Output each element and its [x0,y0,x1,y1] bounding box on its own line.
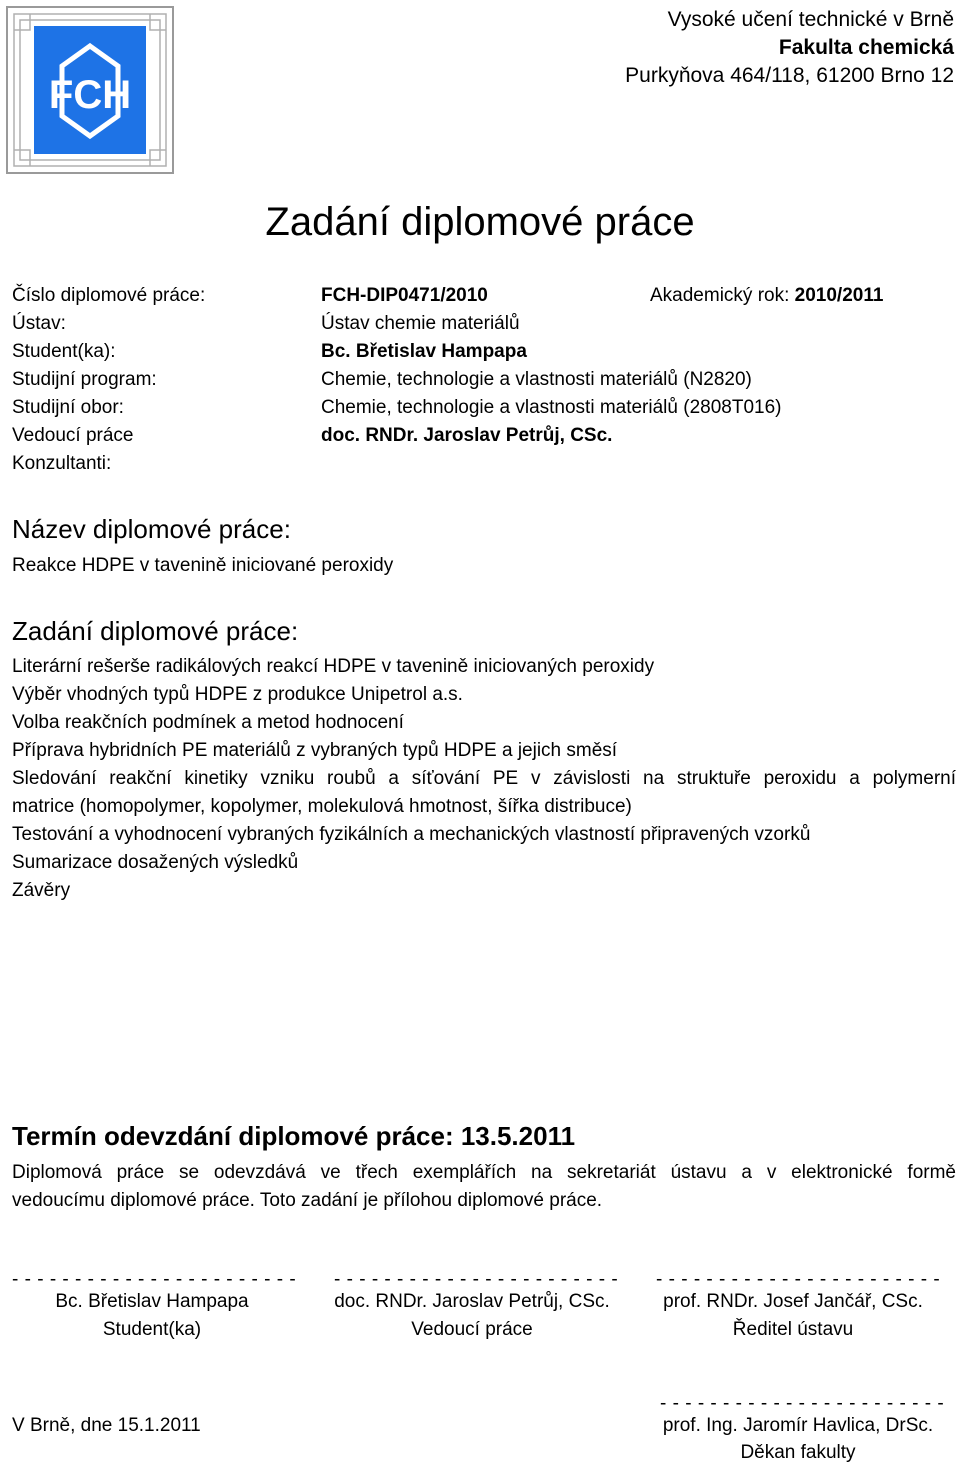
student-signature-name: Bc. Břetislav Hampapa [55,1291,249,1312]
dean-signature-role: Děkan fakulty [740,1442,856,1463]
assignment-line: Sumarizace dosažených výsledků [12,852,299,873]
study-field-value: Chemie, technologie a vlastnosti materiálů (2808T016) [321,397,782,418]
assignment-heading: Zadání diplomové práce: [12,616,299,646]
supervisor-label: Vedoucí práce [12,425,134,446]
thesis-number-label: Číslo diplomové práce: [12,285,206,306]
dean-signature-name: prof. Ing. Jaromír Havlica, DrSc. [662,1415,934,1436]
director-signature-name: prof. RNDr. Josef Jančář, CSc. [663,1291,923,1312]
logo-letters: FCH [48,73,132,117]
faculty-address: Purkyňova 464/118, 61200 Brno 12 [625,64,954,87]
assignment-line: Testování a vyhodnocení vybraných fyzikálních a mechanických vlastností připravených vzorků [12,824,811,845]
assignment-line: Příprava hybridních PE materiálů z vybraných typů HDPE a jejich směsí [12,740,618,761]
consultants-label: Konzultanti: [12,453,112,474]
academic-year-label: Akademický rok: [650,285,790,306]
thesis-name-text: Reakce HDPE v tavenině iniciované peroxidy [12,555,394,576]
assignment-line: Výběr vhodných typů HDPE z produkce Unipetrol a.s. [12,684,463,705]
director-signature-role: Ředitel ústavu [732,1319,854,1340]
study-program-value: Chemie, technologie a vlastnosti materiálů (N2820) [321,369,752,390]
place-and-date: V Brně, dne 15.1.2011 [12,1415,201,1436]
institute-label: Ústav: [12,313,66,334]
faculty-name: Fakulta chemická [778,36,954,59]
signature-line-director: - - - - - - - - - - - - - - - - - - - - - - - [656,1269,941,1290]
supervisor-value: doc. RNDr. Jaroslav Petrůj, CSc. [321,425,613,446]
fch-logo-icon [6,6,174,174]
deadline-heading: Termín odevzdání diplomové práce: 13.5.2011 [12,1121,576,1151]
student-value: Bc. Břetislav Hampapa [321,341,527,362]
signature-line-dean: - - - - - - - - - - - - - - - - - - - - - - - [660,1393,945,1414]
document-title: Zadání diplomové práce [265,200,695,244]
assignment-line: Literární rešerše radikálových reakcí HDPE v tavenině iniciovaných peroxidy [12,656,655,677]
thesis-name-heading: Název diplomové práce: [12,514,291,544]
deadline-text-line2: vedoucímu diplomové práce. Toto zadání je přílohou diplomové práce. [12,1190,603,1211]
student-signature-role: Student(ka) [102,1319,202,1340]
assignment-line: Závěry [12,880,71,901]
university-name: Vysoké učení technické v Brně [667,8,954,31]
assignment-line: Sledování reakční kinetiky vzniku roubů a síťování PE v závislosti na struktuře peroxidu a polymerní [12,768,956,789]
supervisor-signature-name: doc. RNDr. Jaroslav Petrůj, CSc. [334,1291,610,1312]
student-label: Student(ka): [12,341,116,362]
supervisor-signature-role: Vedoucí práce [411,1319,533,1340]
assignment-line: matrice (homopolymer, kopolymer, molekulová hmotnost, šířka distribuce) [12,796,632,817]
thesis-number-value: FCH-DIP0471/2010 [321,285,488,306]
signature-line-supervisor: - - - - - - - - - - - - - - - - - - - - - - - [334,1269,619,1290]
academic-year-value: 2010/2011 [794,285,884,306]
academic-year [650,282,883,310]
signature-line-student: - - - - - - - - - - - - - - - - - - - - - - - [12,1269,297,1290]
assignment-line: Volba reakčních podmínek a metod hodnocení [12,712,404,733]
faculty-logo [6,6,174,174]
institute-value: Ústav chemie materiálů [321,313,520,334]
study-field-label: Studijní obor: [12,397,124,418]
study-program-label: Studijní program: [12,369,157,390]
deadline-text-line1: Diplomová práce se odevzdává ve třech exemplářích na sekretariát ústavu a v elektronické formě [12,1162,956,1183]
